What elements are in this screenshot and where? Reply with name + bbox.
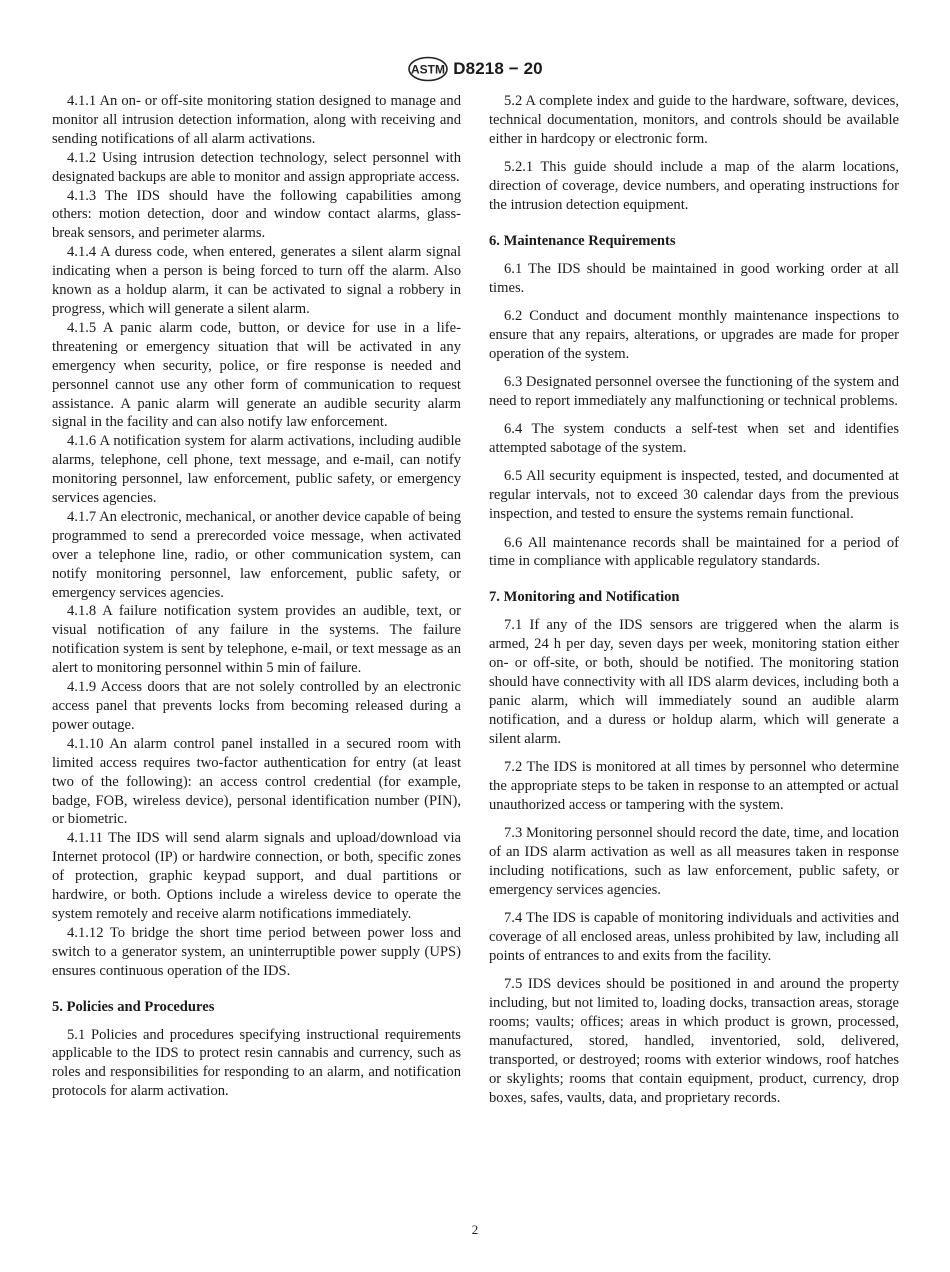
left-column [52,92,461,1101]
paragraph-7-3: 7.3 Monitoring personnel should record the date, time, and location of an IDS alarm activation as well as all measures taken in response including notifications, such as law enforcement, public safety, or emergency services agencies. [489,825,899,898]
section-heading-5: 5. Policies and Procedures [52,998,215,1015]
standard-designation: D8218 − 20 [453,59,543,78]
astm-logo-icon [407,56,449,82]
right-column [489,92,899,1108]
paragraph-6-4: 6.4 The system conducts a self-test when set and identifies attempted sabotage of the system. [489,421,899,457]
paragraph-4-1-10: 4.1.10 An alarm control panel installed in a secured room with limited access requires two-factor authentication for entry (at least two of the following): an access control credential (for example, badge, FOB, wireless device), personal identification number (PIN), or biometric. [52,735,461,828]
section-heading-7: 7. Monitoring and Notification [489,589,680,606]
paragraph-4-1-9: 4.1.9 Access doors that are not solely controlled by an electronic access panel that prevents locks from becoming released during a power outage. [52,679,461,733]
paragraph-4-1-1: 4.1.1 An on- or off-site monitoring station designed to manage and monitor all intrusion detection information, along with receiving and sending notifications of all alarm activations. [52,93,461,147]
svg-text:ASTM: ASTM [411,62,446,77]
paragraph-4-1-7: 4.1.7 An electronic, mechanical, or another device capable of being programmed to send a prerecorded voice message, when activated over a telephone line, radio, or other communication system, can notify monitoring personnel, law enforcement, public safety, or emergency services agencies. [52,508,461,601]
paragraph-7-5: 7.5 IDS devices should be positioned in and around the property including, but not limited to, loading docks, transaction areas, storage rooms; vaults; offices; areas in which product is grown, processed, manufactured, stored, handled, inventoried, sold, delivered, transported, or destroyed; rooms with exterior windows, roof hatches or skylights; rooms that contain equipment, product, currency, drop boxes, safes, vaults, data, and proprietary records. [489,976,899,1106]
paragraph-4-1-3: 4.1.3 The IDS should have the following capabilities among others: motion detection, door and window contact alarms, glass-break sensors, and perimeter alarms. [52,187,461,242]
paragraph-7-1: 7.1 If any of the IDS sensors are triggered when the alarm is armed, 24 h per day, seven days per week, monitoring station either on- or off-site, or both, should be notified. The monitoring station should have connectivity with all IDS alarm devices, including both a panic alarm, which will immediately sound an audible alarm notification, and a duress or holdup alarm, which will generate a silent alarm. [489,617,899,747]
paragraph-5-2: 5.2 A complete index and guide to the hardware, software, devices, technical documentation, monitors, and controls should be available either in hardcopy or electronic form. [489,93,899,147]
paragraph-4-1-6: 4.1.6 A notification system for alarm activations, including audible alarms, telephone, cell phone, text message, and e-mail, can notify monitoring personnel, law enforcement, public safety, or emergency services agencies. [52,433,461,507]
page-number: 2 [471,1222,479,1237]
paragraph-6-5: 6.5 All security equipment is inspected, tested, and documented at regular intervals, not to exceed 30 calendar days from the previous inspection, and tested to ensure the systems remain functional. [489,468,899,523]
paragraph-4-1-11: 4.1.11 The IDS will send alarm signals and upload/download via Internet protocol (IP) or hardwire connection, or both, specific zones of protection, graphic keypad support, and dual partitions or hardwire, or both. Options include a wireless device to operate the system remotely and receive alarm notifications immediately. [52,830,461,922]
paragraph-4-1-4: 4.1.4 A duress code, when entered, generates a silent alarm signal indicating when a person is being forced to turn off the alarm. Also known as a holdup alarm, it can be activated to signal a robbery in progress, which will generate a silent alarm. [52,244,461,317]
paragraph-6-6: 6.6 All maintenance records shall be maintained for a period of time in compliance with applicable regulatory standards. [489,534,899,570]
paragraph-7-4: 7.4 The IDS is capable of monitoring individuals and activities and coverage of all enclosed areas, unless prohibited by law, including all points of entrances to and exits from the facility. [489,910,899,964]
paragraph-5-1: 5.1 Policies and procedures specifying instructional requirements applicable to the IDS to protect resin cannabis and currency, such as roles and responsibilities for responding to an alarm, and notification protocols for alarm activation. [52,1026,461,1100]
paragraph-6-3: 6.3 Designated personnel oversee the functioning of the system and need to report immediately any malfunctioning or technical problems. [489,374,899,409]
paragraph-4-1-5: 4.1.5 A panic alarm code, button, or device for use in a life-threatening or emergency situation that will be activated in any emergency when security, police, or fire response is needed and personnel cannot use any other form of communication to request assistance. A panic alarm will generate an audible security alarm signal in the facility and can also notify law enforcement. [52,319,461,431]
paragraph-7-2: 7.2 The IDS is monitored at all times by personnel who determine the appropriate steps to be taken in response to an attempted or actual unauthorized access or tampering with the system. [489,759,899,813]
paragraph-6-2: 6.2 Conduct and document monthly maintenance inspections to ensure that any repairs, alterations, or upgrades are made for proper operation of the system. [489,307,899,362]
paragraph-4-1-12: 4.1.12 To bridge the short time period between power loss and switch to a generator system, an uninterruptible power supply (UPS) ensures continuous operation of the IDS. [52,924,461,979]
section-heading-6: 6. Maintenance Requirements [489,232,676,249]
paragraph-4-1-2: 4.1.2 Using intrusion detection technology, select personnel with designated backups are able to monitor and assign appropriate access. [52,149,461,185]
page-header [0,56,950,82]
paragraph-5-2-1: 5.2.1 This guide should include a map of the alarm locations, direction of coverage, device numbers, and operating instructions for the intrusion detection equipment. [489,159,899,213]
paragraph-6-1: 6.1 The IDS should be maintained in good working order at all times. [489,260,899,296]
paragraph-4-1-8: 4.1.8 A failure notification system provides an audible, text, or visual notification of any failure in the systems. The failure notification system is sent by telephone, e-mail, or text message as an alert to monitoring personnel within 5 min of failure. [52,603,461,677]
